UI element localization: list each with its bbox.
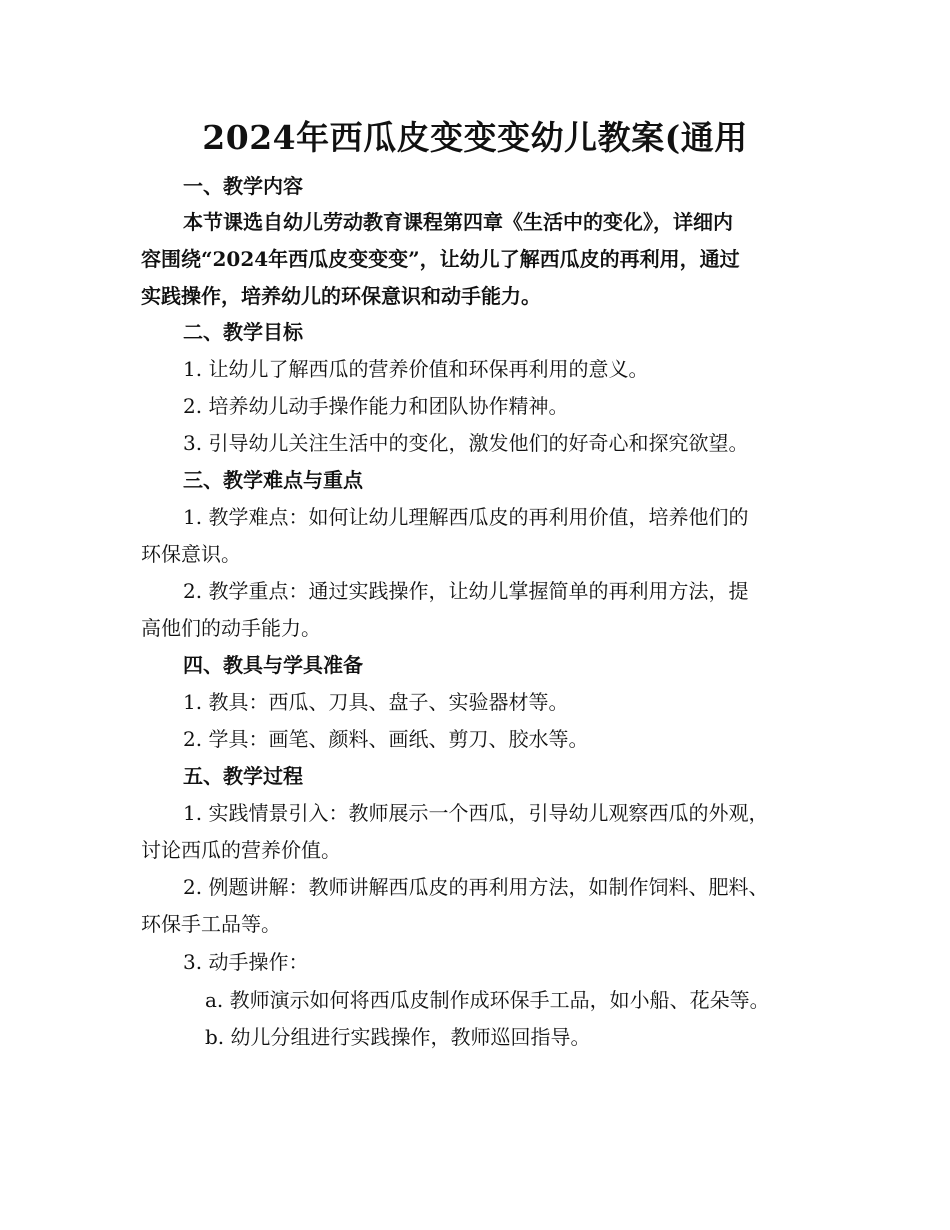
list-item-continuation: 环保意识。 — [141, 542, 241, 566]
list-item: 2. 教学重点：通过实践操作，让幼儿掌握简单的再利用方法，提 — [183, 579, 749, 603]
section-heading-materials: 四、教具与学具准备 — [183, 653, 363, 677]
list-item: 2. 例题讲解：教师讲解西瓜皮的再利用方法，如制作饲料、肥料、 — [183, 875, 769, 899]
list-item-continuation: 讨论西瓜的营养价值。 — [141, 838, 341, 862]
list-item: 3. 引导幼儿关注生活中的变化，激发他们的好奇心和探究欲望。 — [183, 431, 749, 455]
list-item: 1. 教具：西瓜、刀具、盘子、实验器材等。 — [183, 690, 569, 714]
paragraph-line: 实践操作，培养幼儿的环保意识和动手能力。 — [141, 284, 541, 308]
list-item-continuation: 高他们的动手能力。 — [141, 616, 321, 640]
list-item: 3. 动手操作： — [183, 950, 309, 974]
list-item: 2. 培养幼儿动手操作能力和团队协作精神。 — [183, 394, 569, 418]
sub-list-item: b. 幼儿分组进行实践操作，教师巡回指导。 — [205, 1025, 591, 1049]
document-title: 2024年西瓜皮变变变幼儿教案(通用 — [202, 118, 748, 157]
list-item-continuation: 环保手工品等。 — [141, 912, 281, 936]
list-item: 2. 学具：画笔、颜料、画纸、剪刀、胶水等。 — [183, 727, 589, 751]
section-heading-difficulties: 三、教学难点与重点 — [183, 468, 363, 492]
paragraph-line: 本节课选自幼儿劳动教育课程第四章《生活中的变化》，详细内 — [183, 210, 733, 234]
paragraph-line: 容围绕“2024年西瓜皮变变变”，让幼儿了解西瓜皮的再利用，通过 — [141, 247, 740, 271]
list-item: 1. 让幼儿了解西瓜的营养价值和环保再利用的意义。 — [183, 357, 649, 381]
section-heading-goals: 二、教学目标 — [183, 320, 303, 344]
section-heading-content: 一、教学内容 — [183, 174, 303, 198]
list-item: 1. 教学难点：如何让幼儿理解西瓜皮的再利用价值，培养他们的 — [183, 505, 749, 529]
sub-list-item: a. 教师演示如何将西瓜皮制作成环保手工品，如小船、花朵等。 — [205, 988, 770, 1012]
section-heading-process: 五、教学过程 — [183, 764, 303, 788]
list-item: 1. 实践情景引入：教师展示一个西瓜，引导幼儿观察西瓜的外观， — [183, 801, 769, 825]
